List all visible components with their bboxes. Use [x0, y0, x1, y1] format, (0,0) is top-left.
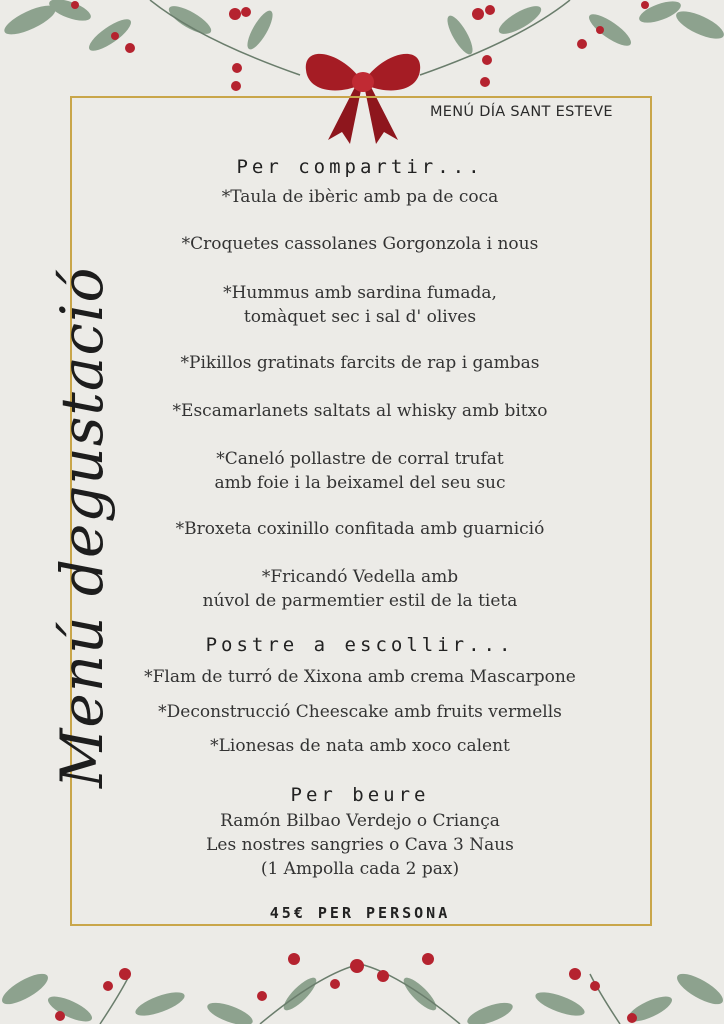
menu-item: *Taula de ibèric amb pa de coca	[221, 187, 499, 207]
menu-item: *Hummus amb sardina fumada,	[223, 283, 497, 303]
bottom-foliage-decoration	[0, 934, 724, 1024]
menu-item: núvol de parmemtier estil de la tieta	[202, 591, 518, 611]
price-label: 45€ PER PERSONA	[269, 904, 451, 922]
menu-item: Ramón Bilbao Verdejo o Criança	[220, 811, 500, 831]
menu-item: *Escamarlanets saltats al whisky amb bitxo	[172, 401, 548, 421]
menu-item: *Croquetes cassolanes Gorgonzola i nous	[181, 234, 539, 254]
menu-item: (1 Ampolla cada 2 pax)	[260, 859, 460, 879]
menu-item: *Caneló pollastre de corral trufat	[216, 449, 504, 469]
section-title-share: Per compartir...	[236, 156, 484, 178]
menu-item: *Deconstrucció Cheescake amb fruits vermells	[158, 702, 562, 722]
section-title-dessert: Postre a escollir...	[205, 634, 515, 656]
menu-item: *Flam de turró de Xixona amb crema Mascarpone	[144, 667, 576, 687]
menu-item: *Pikillos gratinats farcits de rap i gambas	[180, 353, 540, 373]
menu-header-title: MENÚ DÍA SANT ESTEVE	[430, 104, 613, 120]
section-title-drinks: Per beure	[290, 784, 430, 806]
menu-item: tomàquet sec i sal d' olives	[243, 307, 477, 327]
menu-item: Les nostres sangries o Cava 3 Naus	[206, 835, 514, 855]
menu-item: *Broxeta coxinillo confitada amb guarnició	[175, 519, 545, 539]
side-script-title: Menú degustació	[48, 266, 116, 788]
menu-item: amb foie i la beixamel del seu suc	[214, 473, 506, 493]
menu-item: *Fricandó Vedella amb	[261, 567, 459, 587]
menu-item: *Lionesas de nata amb xoco calent	[210, 736, 510, 756]
